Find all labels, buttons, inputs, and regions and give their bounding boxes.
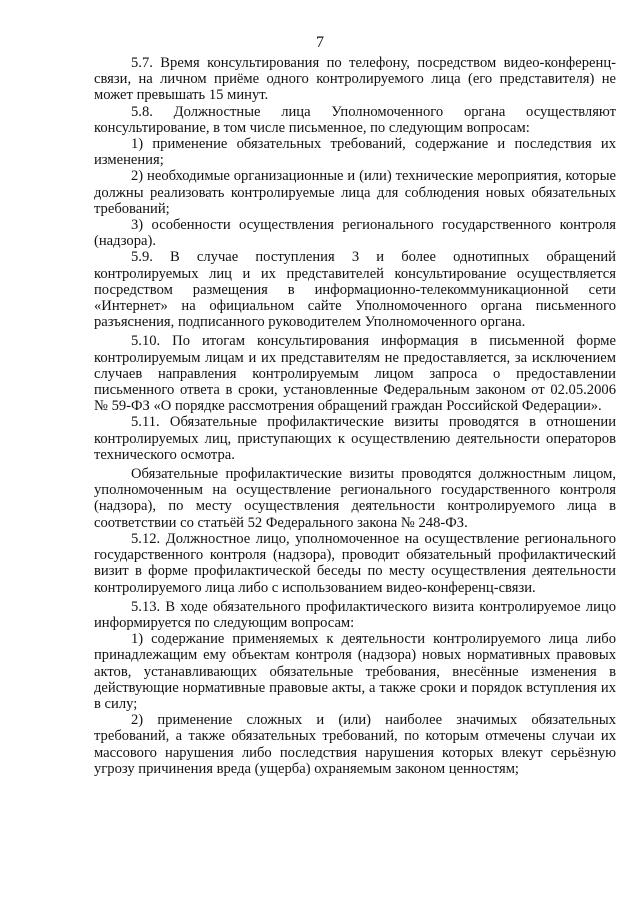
list-item-5-8-2: 2) необходимые организационные и (или) технические мероприятия, которые должны реализовать контролируемые лица для соблюдения новых обязательных требований; xyxy=(94,168,616,217)
paragraph-5-8: 5.8. Должностные лица Уполномоченного органа осуществляют консультирование, в том числе письменное, по следующим вопросам: xyxy=(94,103,616,136)
paragraph-5-11-continued: Обязательные профилактические визиты проводятся должностным лицом, уполномоченным на осуществление регионального государственного контроля (надзора), по месту осуществления деятельности контролируемого лица в соответствии со статьёй 52 Федерального закона № 248-ФЗ. xyxy=(94,466,616,531)
list-item-5-8-1: 1) применение обязательных требований, содержание и последствия их изменения; xyxy=(94,136,616,169)
paragraph-5-9: 5.9. В случае поступления 3 и более однотипных обращений контролируемых лиц и их представителей консультирование осуществляется посредством размещения в информационно-телекоммуникационной сети «Интернет» на официальном сайте Уполномоченного органа письменного разъяснения, подписанного руководителем Уполномоченного органа. xyxy=(94,249,616,331)
paragraph-5-10: 5.10. По итогам консультирования информация в письменной форме контролируемым лицам и их представителям не предоставляется, за исключением случаев направления контролируемым лицом запроса о предоставлении письменного ответа в сроки, установленные Федеральным законом от 02.05.2006 № 59-ФЗ «О порядке рассмотрения обращений граждан Российской Федерации». xyxy=(94,333,616,415)
paragraph-5-12: 5.12. Должностное лицо, уполномоченное на осуществление регионального государственного контроля (надзора), проводит обязательный профилактический визит в форме профилактической беседы по месту осуществления деятельности контролируемого лица либо с использованием видео-конференц-связи. xyxy=(94,530,616,596)
paragraph-5-7: 5.7. Время консультирования по телефону, посредством видео-конференц-связи, на личном приёме одного контролируемого лица (его представителя) не может превышать 15 минут. xyxy=(94,55,616,104)
list-item-5-13-1: 1) содержание применяемых к деятельности контролируемого лица либо принадлежащим ему объектам контроля (надзора) новых нормативных правовых актов, устанавливающих обязательные требования, внесённые изменения в действующие нормативные правовые акты, а также сроки и порядок вступления их в силу; xyxy=(94,631,616,712)
document-body xyxy=(94,55,616,777)
list-item-5-13-2: 2) применение сложных и (или) наиболее значимых обязательных требований, а также обязательных требований, по которым отмечены случаи их массового нарушения либо последствия нарушения которых влекут серьёзную угрозу причинения вреда (ущерба) охраняемым законом ценностям; xyxy=(94,712,616,777)
page-number: 7 xyxy=(316,34,324,51)
paragraph-5-11: 5.11. Обязательные профилактические визиты проводятся в отношении контролируемых лиц, приступающих к осуществлению деятельности операторов технического осмотра. xyxy=(94,414,616,463)
list-item-5-8-3: 3) особенности осуществления регионального государственного контроля (надзора). xyxy=(94,217,616,250)
paragraph-5-13: 5.13. В ходе обязательного профилактического визита контролируемое лицо информируется по следующим вопросам: xyxy=(94,598,616,631)
